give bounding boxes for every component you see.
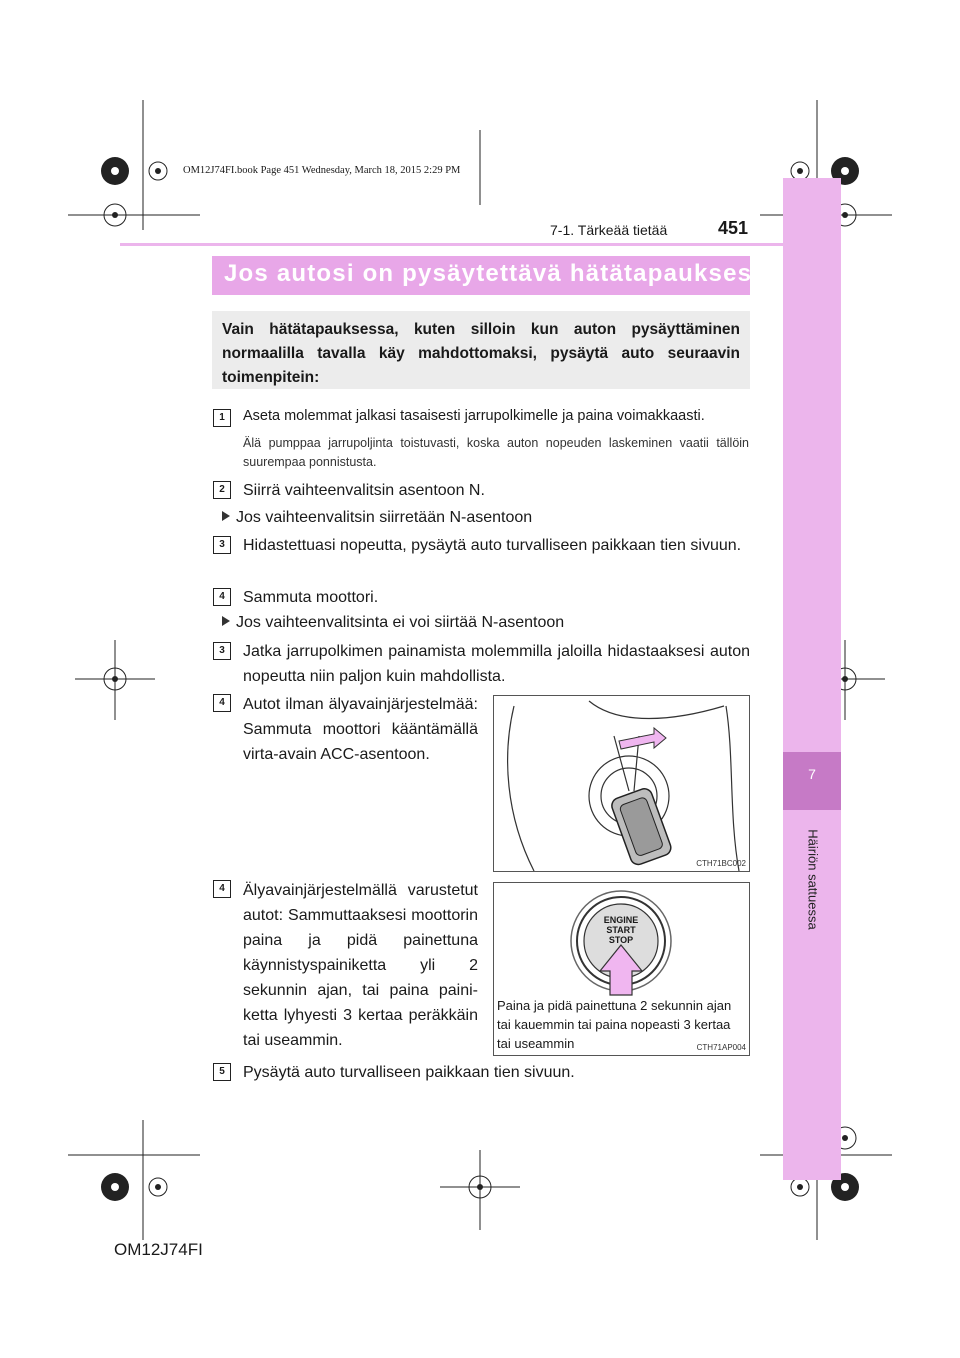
step-number-box: 4 <box>213 880 231 898</box>
step-text: Älyavainjärjestelmällä varustetut autot: Sammuttaaksesi moottorin paina ja pidä painettuna käynnistyspainiketta yli 2 sekunnin ajan, tai paina painiketta lyhyesti 3 kertaa peräkkäin tai useammin. <box>243 882 478 1049</box>
step-text: Autot ilman älyavainjärjestelmää: Sammuta moottori kääntämällä virta-avain ACC-asentoon. <box>243 696 478 763</box>
page-title: Jos autosi on pysäytettävä hätätapauksessa <box>224 260 782 287</box>
document-code: OM12J74FI <box>114 1240 203 1259</box>
step-number-box: 1 <box>213 409 231 427</box>
start-button-figure <box>493 882 750 1056</box>
button-label-line: START <box>606 925 636 935</box>
step-text: Aseta molemmat jalkasi tasaisesti jarrupolkimelle ja paina voimakkaasti. <box>243 408 705 424</box>
step-number-box: 4 <box>213 694 231 712</box>
condition-heading: Jos vaihteenvalitsinta ei voi siirtää N-asentoon <box>222 614 564 632</box>
triangle-bullet-icon <box>222 511 230 521</box>
figure-caption: Paina ja pidä painettuna 2 sekunnin ajan tai kauemmin tai paina nopeasti 3 kertaa tai useammin <box>497 998 732 1051</box>
ignition-key-figure <box>493 695 750 872</box>
step-note: Älä pumppaa jarrupoljinta toistuvasti, koska auton nopeuden laskeminen vaatii tällöin suurempaa ponnistusta. <box>243 436 749 469</box>
step-text: Hidastettuasi nopeutta, pysäytä auto turvalliseen paikkaan tien sivuun. <box>243 537 742 554</box>
condition-heading: Jos vaihteenvalitsin siirretään N-asentoon <box>222 509 532 527</box>
button-label-line: STOP <box>608 935 634 945</box>
step-number-box: 5 <box>213 1063 231 1081</box>
figure-code: CTH71AP004 <box>696 1043 746 1052</box>
step-text: Pysäytä auto turvalliseen paikkaan tien sivuun. <box>243 1064 575 1081</box>
step-text: Jatka jarrupolkimen painamista molemmilla jaloilla hidastaaksesi auton nopeutta niin paljon kuin mahdollista. <box>243 643 750 685</box>
step-number-box: 3 <box>213 536 231 554</box>
chapter-number: 7 <box>808 766 816 782</box>
step-number-box: 2 <box>213 481 231 499</box>
engine-start-stop-button <box>588 915 654 945</box>
button-label-line: ENGINE <box>603 915 639 925</box>
triangle-bullet-icon <box>222 616 230 626</box>
step-text: Siirrä vaihteenvalitsin asentoon N. <box>243 482 485 499</box>
chapter-title: Häiriön sattuessa <box>805 829 821 930</box>
chapter-sidebar <box>783 178 841 1180</box>
ignition-key-illustration <box>494 696 749 871</box>
header-rule <box>120 243 783 246</box>
step-number-box: 4 <box>213 588 231 606</box>
chapter-title-vertical <box>768 820 858 930</box>
section-heading: 7-1. Tärkeää tietää <box>550 222 668 238</box>
figure-code: CTH71BC002 <box>696 859 746 868</box>
book-info: OM12J74FI.book Page 451 Wednesday, March 18, 2015 2:29 PM <box>183 165 461 176</box>
step-number-box: 3 <box>213 642 231 660</box>
step-text: Sammuta moottori. <box>243 589 379 606</box>
intro-text: Vain hätätapauksessa, kuten silloin kun auton pysäyttäminen normaalilla tavalla käy mahdottomaksi, pysäytä auto seuraavin toimenpitein: <box>222 321 740 386</box>
page-number: 451 <box>718 218 749 238</box>
